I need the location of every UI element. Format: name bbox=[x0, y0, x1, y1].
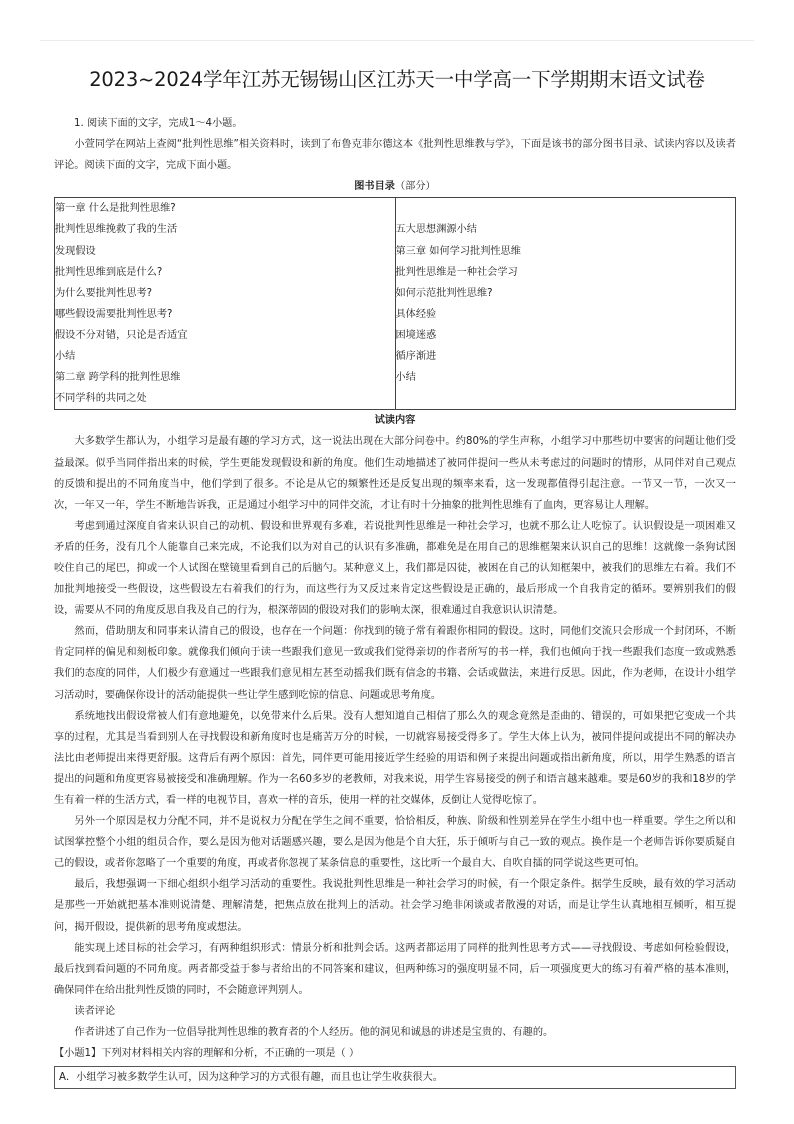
intro-text: 小萱同学在网站上查阅“批判性思维”相关资料时，读到了布鲁克菲尔德这本《批判性思维教与学》，下面是该书的部分图书目录、试读内容以及读者评论。阅读下面的文字，完成下面小题。 bbox=[54, 139, 736, 172]
toc-heading bbox=[54, 176, 736, 197]
toc-item bbox=[396, 388, 736, 409]
body-paragraph: 大多数学生都认为，小组学习是最有趣的学习方式，这一说法出现在大部分问卷中。约80%的学生声称，小组学习中那些切中要害的问题让他们受益最深。似乎当同伴指出来的时候，学生更能发现假设和新的角度。他们生动地描述了被同伴提问一些从未考虑过的问题时的情形，从同伴对自己观点的反馈和提出的不同角度当中，他们学到了很多。不论是从它的频繁性还是反复出现的频率来看，这一发现都值得引起注意。一节又一节，一次又一次，一年又一年，学生不断地告诉我，正是通过小组学习中的同伴交流，才让有时十分抽象的批判性思维有了血肉，更容易让人理解。 bbox=[54, 436, 736, 511]
toc-table bbox=[54, 197, 736, 410]
toc-item: 发现假设 bbox=[55, 245, 96, 257]
body-paragraph: 另外一个原因是权力分配不同，并不是说权力分配在学生之间不重要，恰恰相反，种族、阶级和性别差异在学生小组中也一样重要。学生之所以和试图掌控整个小组的组员合作，要么是因为他对话题感兴趣，要么是因为他是个自大狂，乐于倾听与自己一致的观点。换作是一个老师告诉你要质疑自己的假设，或者你忽略了一个重要的角度，再或者你忽视了某条信息的重要性，这比听一个最自大、自吹自擂的同学说这些更可怕。 bbox=[54, 816, 736, 870]
toc-right-column bbox=[395, 198, 736, 410]
toc-item: 不同学科的共同之处 bbox=[55, 393, 147, 405]
toc-title: 图书目录 bbox=[354, 181, 395, 193]
toc-item: 第三章 如何学习批判性思维 bbox=[395, 245, 521, 257]
body-paragraph: 然而，借助朋友和同事来认清自己的假设，也存在一个问题：你找到的镜子常有着跟你相同的假设。这时，同他们交流只会形成一个封闭环，不断肯定同样的偏见和刻板印象。就像我们倾向于读一些跟我们意见一致或我们觉得亲切的作者所写的书一样，我们也倾向于找一些跟我们态度一致或熟悉我们的态度的同伴，人们极少有意通过一些跟我们意见相左甚至动摇我们既有信念的书籍、会话或做法，来进行反思。因此，作为老师，在设计小组学习活动时，要确保你设计的活动能提供一些让学生感到吃惊的信息、问题或思考角度。 bbox=[54, 626, 736, 701]
header-divider bbox=[40, 40, 754, 41]
toc-left-column bbox=[55, 198, 396, 410]
intro-instruction: 1. 阅读下面的文字，完成1～4小题。 bbox=[74, 118, 243, 129]
toc-item: 小结 bbox=[55, 351, 76, 363]
toc-item: 批判性思维到底是什么? bbox=[55, 266, 163, 278]
toc-item: 批判性思维是一种社会学习 bbox=[395, 266, 518, 278]
page-title: 2023~2024学年江苏无锡锡山区江苏天一中学高一下学期期末语文试卷 bbox=[89, 68, 705, 91]
toc-item: 为什么要批判性思考? bbox=[55, 287, 153, 299]
body-paragraph: 能实现上述目标的社会学习，有两种组织形式：情景分析和批判会话。这两者都运用了同样的批判性思考方式——寻找假设、考虑如何检验假设，最后找到看问题的不同角度。两者都受益于参与者给出的不同答案和建议，但两种练习的强度明显不同，后一项强度更大的练习有着严格的基本准则，确保同伴在给出批判性反馈的同时，不会随意评判别人。 bbox=[54, 942, 736, 996]
toc-item: 小结 bbox=[395, 372, 416, 384]
toc-item: 哪些假设需要批判性思考? bbox=[55, 308, 173, 320]
toc-item: 五大思想渊源小结 bbox=[395, 224, 477, 236]
toc-item: 具体经验 bbox=[395, 308, 437, 320]
document-body bbox=[54, 113, 736, 1089]
body-paragraph: 最后，我想强调一下细心组织小组学习活动的重要性。我说批判性思维是一种社会学习的时候，有一个限定条件。据学生反映，最有效的学习活动是那些一开始就把基本准则说清楚、理解清楚，把焦点放在批判上的活动。社会学习绝非闲谈或者散漫的对话，而是让学生认真地相互倾听，相互提问，揭开假设，提供新的思考角度或想法。 bbox=[54, 879, 736, 933]
body-paragraph: 系统地找出假设常被人们有意地避免，以免带来什么后果。没有人想知道自己相信了那么久的观念竟然是歪曲的、错误的，可如果把它变成一个共享的过程，尤其是当看到别人在寻找假设和新角度时也是痛苦万分的时候，一切就容易接受得多了。学生大体上认为，被同伴提问或提出不同的解决办法比由老师提出来得更舒服。这背后有两个原因：首先，同伴更可能用接近学生经验的用语和例子来提出问题或指出新角度，所以，用学生熟悉的语言提出的问题和角度更容易被接受和准确理解。作为一名60多岁的老教师，对我来说，用学生容易接受的例子和语言越来越难。要是60岁的我和18岁的学生有着一样的生活方式，看一样的电视节目，喜欢一样的音乐，使用一样的社交媒体，反倒让人觉得吃惊了。 bbox=[54, 710, 736, 806]
toc-item: 循序渐进 bbox=[395, 351, 437, 363]
toc-item: 第二章 跨学科的批判性思维 bbox=[55, 372, 181, 384]
body-paragraph: 考虑到通过深度自省来认识自己的动机、假设和世界观有多难，若说批判性思维是一种社会学习，也就不那么让人吃惊了。认识假设是一项困难又矛盾的任务，没有几个人能靠自己来完成，不论我们以为对自己的认识有多准确，都难免是在用自己的思维框架来认识自己的思维！这就像一条狗试图咬住自己的尾巴，抑或一个人试图在壁镜里看到自己的后脑勺。某种意义上，我们都是囚徒，被困在自己的认知框架中，被我们的思维左右着。我们不加批判地接受一些假设，这些假设左右着我们的行为，而这些行为又反过来肯定这些假设是正确的，最后形成一个自我肯定的循环。要辨别我们的假设，需要从不同的角度反思自我及自己的行为，根深蒂固的假设对我们的影响太深，很难通过自我意识认识清楚。 bbox=[54, 520, 736, 617]
answer-option-a[interactable]: A．小组学习被多数学生认可，因为这种学习的方式很有趣，而且也让学生收获很大。 bbox=[54, 1066, 736, 1089]
trial-title: 试读内容 bbox=[374, 415, 416, 427]
toc-item bbox=[396, 198, 736, 219]
reader-review-text: 作者讲述了自己作为一位倡导批判性思维的教育者的个人经历。他的洞见和诚恳的讲述是宝贵的、有趣的。 bbox=[74, 1027, 554, 1039]
toc-item: 如何示范批判性思维? bbox=[395, 287, 493, 299]
toc-subtitle: （部分） bbox=[395, 181, 436, 193]
toc-item: 困境迷惑 bbox=[395, 329, 437, 341]
toc-item: 第一章 什么是批判性思维? bbox=[55, 203, 176, 215]
toc-item: 假设不分对错，只论是否适宜 bbox=[55, 329, 188, 341]
toc-item: 批判性思维挽救了我的生活 bbox=[55, 224, 178, 236]
question-stem: 【小题1】下列对材料相关内容的理解和分析，不正确的一项是（ ） bbox=[54, 1048, 360, 1060]
reader-review-heading: 读者评论 bbox=[74, 1005, 116, 1017]
